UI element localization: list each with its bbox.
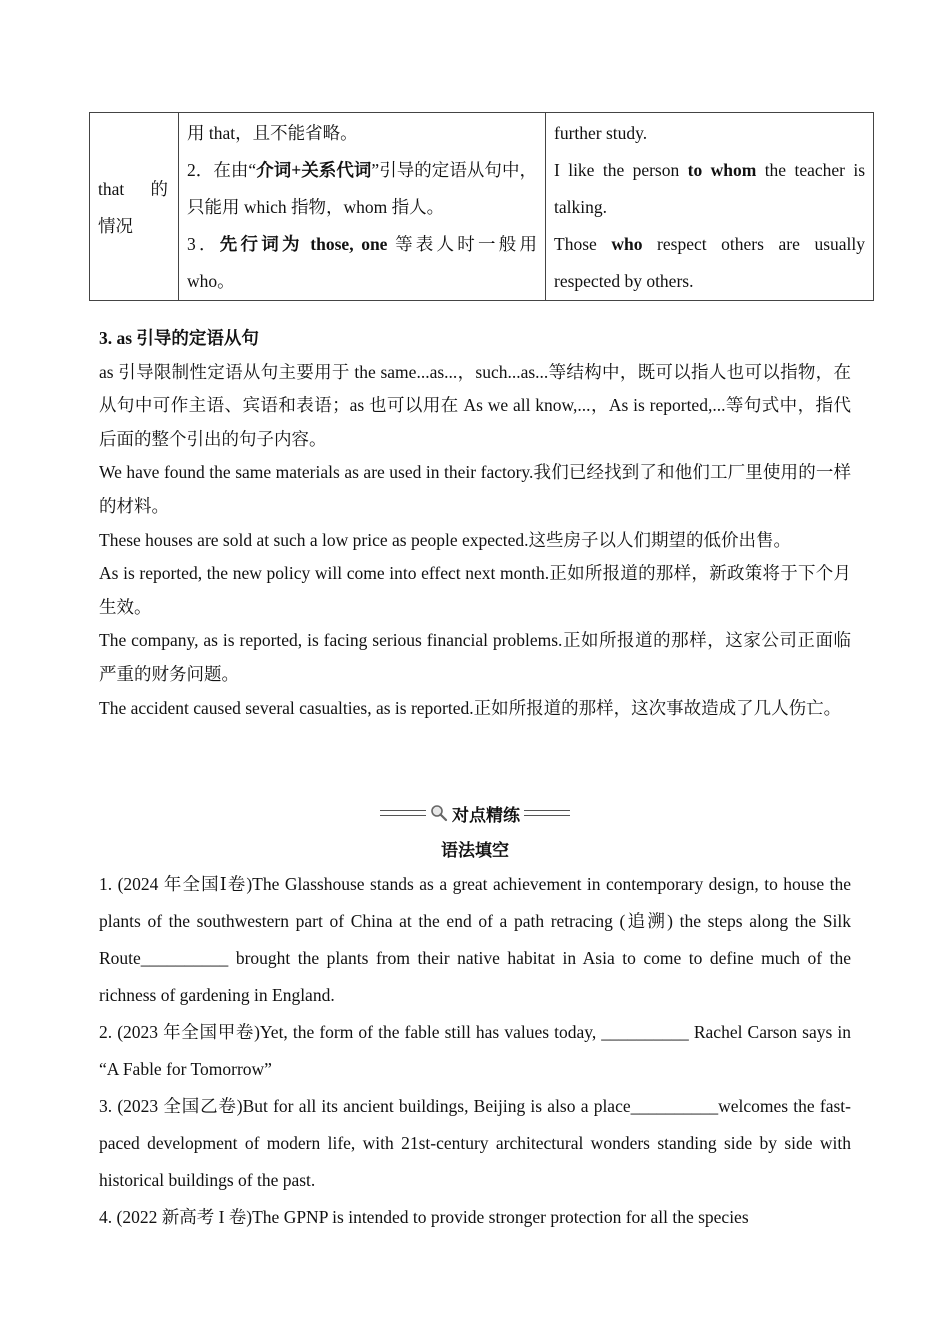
example-2: I like the person to whom the teacher is talking. (554, 160, 866, 217)
example-sentence: The company, as is reported, is facing serious financial problems.正如所报道的那样，这家公司正面临严重的财务问题。 (99, 630, 851, 684)
rule-3-bold: 先行词为 those, one (219, 234, 388, 254)
examples-cell (546, 113, 874, 301)
section-intro: as 引导限制性定语从句主要用于 the same...as...，such...as...等结构中，既可以指人也可以指物，在从句中可作主语、宾语和表语；as 也可以用在 As we all know,...，As is reported,...等句式中，指代后面的整个引出的句子内容。 (99, 361, 851, 449)
row-label-cell (90, 113, 179, 301)
practice-subtitle: 语法填空 (441, 841, 509, 861)
table-row (90, 113, 874, 301)
row-label-line1 (98, 171, 170, 208)
exercise-item: 1. (2024 年全国Ⅰ卷)The Glasshouse stands as a great achievement in contemporary design, to house the plants of the southwestern part of China at the end of a path retracing (追溯) the steps along the Silk Route__________ brought the plants from their native habitat in Asia to come to define much of the richness of gardening in England. (99, 874, 851, 1005)
exercise-item: 2. (2023 年全国甲卷)Yet, the form of the fable still has values today, __________ Rachel Carson says in “A Fable for Tomorrow” (99, 1022, 851, 1079)
example-sentence: These houses are sold at such a low price as people expected.这些房子以人们期望的低价出售。 (99, 529, 792, 550)
as-clause-section (99, 322, 851, 725)
row-label-that: that (98, 178, 125, 199)
example-sentence: We have found the same materials as are used in their factory.我们已经找到了和他们工厂里使用的一样的材料。 (99, 462, 851, 516)
rule-2-bold: 介词+关系代词 (256, 160, 372, 180)
section-heading: 3. as 引导的定语从句 (99, 328, 259, 348)
row-label-line2: 情况 (98, 215, 133, 236)
example-3: Those who respect others are usually respected by others. (554, 234, 865, 291)
row-label-de: 的 (150, 178, 168, 199)
example-sentence: The accident caused several casualties, as is reported.正如所报道的那样，这次事故造成了几人伤亡。 (99, 697, 842, 718)
rule-2: 2．在由“介词+关系代词”引导的定语从句中，只能用 which 指物，whom 指人。 (187, 160, 537, 217)
example-2-bold: to whom (687, 160, 757, 180)
example-3-bold: who (611, 234, 643, 254)
rule-1-continuation: 用 that，且不能省略。 (187, 123, 358, 143)
grammar-table (89, 112, 874, 301)
rules-cell (179, 113, 546, 301)
exercise-item: 3. (2023 全国乙卷)But for all its ancient buildings, Beijing is also a place__________welcomes the fast-paced development of modern life, with 21st-century architectural wonders standing side by side with historical buildings of the past. (99, 1096, 851, 1190)
example-1-continuation: further study. (554, 123, 648, 143)
example-sentence: As is reported, the new policy will come into effect next month.正如所报道的那样，新政策将于下个月生效。 (99, 563, 851, 617)
banner-left-rule (380, 810, 426, 816)
banner-right-rule (524, 810, 570, 816)
exercise-list (99, 866, 851, 1236)
rule-3: 3．先行词为 those, one 等表人时一般用 who。 (187, 234, 538, 291)
magnifier-icon (430, 804, 448, 822)
banner-title: 对点精练 (452, 805, 520, 826)
exercise-item: 4. (2022 新高考 I 卷)The GPNP is intended to provide stronger protection for all the species (99, 1207, 749, 1227)
practice-banner (0, 798, 950, 828)
